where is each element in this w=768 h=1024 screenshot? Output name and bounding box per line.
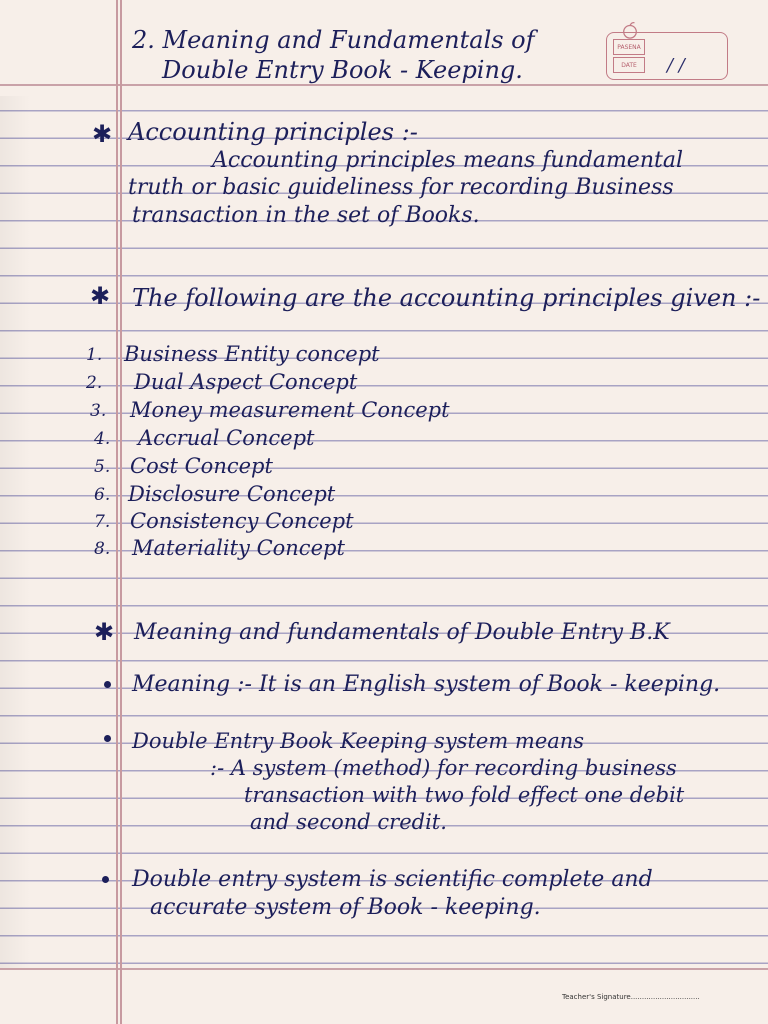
list-number: 8.: [94, 539, 111, 559]
bullet-text: transaction with two fold effect one debit: [244, 783, 685, 807]
brand-label: PASENA: [613, 39, 645, 55]
asterisk-icon: ✱: [90, 282, 111, 310]
section-body: truth or basic guideliness for recording Business: [128, 175, 674, 200]
margin-line: [120, 0, 122, 1024]
list-item: Consistency Concept: [130, 509, 354, 533]
bullet-icon: [104, 735, 111, 742]
list-item: Cost Concept: [130, 454, 273, 478]
page-title: 2. Meaning and Fundamentals of: [132, 26, 535, 54]
bullet-icon: [104, 681, 111, 688]
teachers-signature-label: Teacher's Signature...............................: [562, 993, 700, 1001]
list-number: 3.: [90, 401, 107, 421]
date-box: [606, 32, 728, 80]
list-number: 5.: [94, 457, 111, 477]
list-number: 1.: [86, 345, 103, 365]
margin-line: [116, 0, 118, 1024]
list-number: 2.: [86, 373, 103, 393]
list-item: Business Entity concept: [124, 342, 380, 366]
asterisk-icon: ✱: [94, 618, 115, 646]
bullet-text: :- A system (method) for recording business: [210, 756, 677, 780]
page-title-line2: Double Entry Book - Keeping.: [162, 56, 523, 84]
section-body: Accounting principles means fundamental: [212, 148, 683, 173]
bullet-text: and second credit.: [250, 810, 447, 834]
date-value: / /: [667, 55, 685, 76]
list-item: Accrual Concept: [138, 426, 315, 450]
list-number: 4.: [94, 429, 111, 449]
list-item: Disclosure Concept: [128, 482, 336, 506]
list-item: Money measurement Concept: [130, 398, 450, 422]
date-label: DATE: [613, 57, 645, 73]
section-heading: Accounting principles :-: [128, 118, 418, 146]
list-item: Materiality Concept: [132, 536, 345, 560]
section-heading: The following are the accounting principles given :-: [132, 284, 761, 312]
bullet-text: Double Entry Book Keeping system means: [132, 729, 585, 753]
bullet-text: accurate system of Book - keeping.: [150, 895, 541, 920]
section-heading: Meaning and fundamentals of Double Entry B.K: [134, 620, 670, 645]
bullet-icon: [102, 876, 109, 883]
bullet-text: Double entry system is scientific complete and: [132, 867, 653, 892]
list-item: Dual Aspect Concept: [134, 370, 358, 394]
bullet-text: Meaning :- It is an English system of Book - keeping.: [132, 672, 721, 697]
list-number: 7.: [94, 512, 111, 532]
apple-logo-icon: [621, 21, 639, 39]
asterisk-icon: ✱: [92, 120, 113, 148]
section-body: transaction in the set of Books.: [132, 203, 480, 228]
list-number: 6.: [94, 485, 111, 505]
